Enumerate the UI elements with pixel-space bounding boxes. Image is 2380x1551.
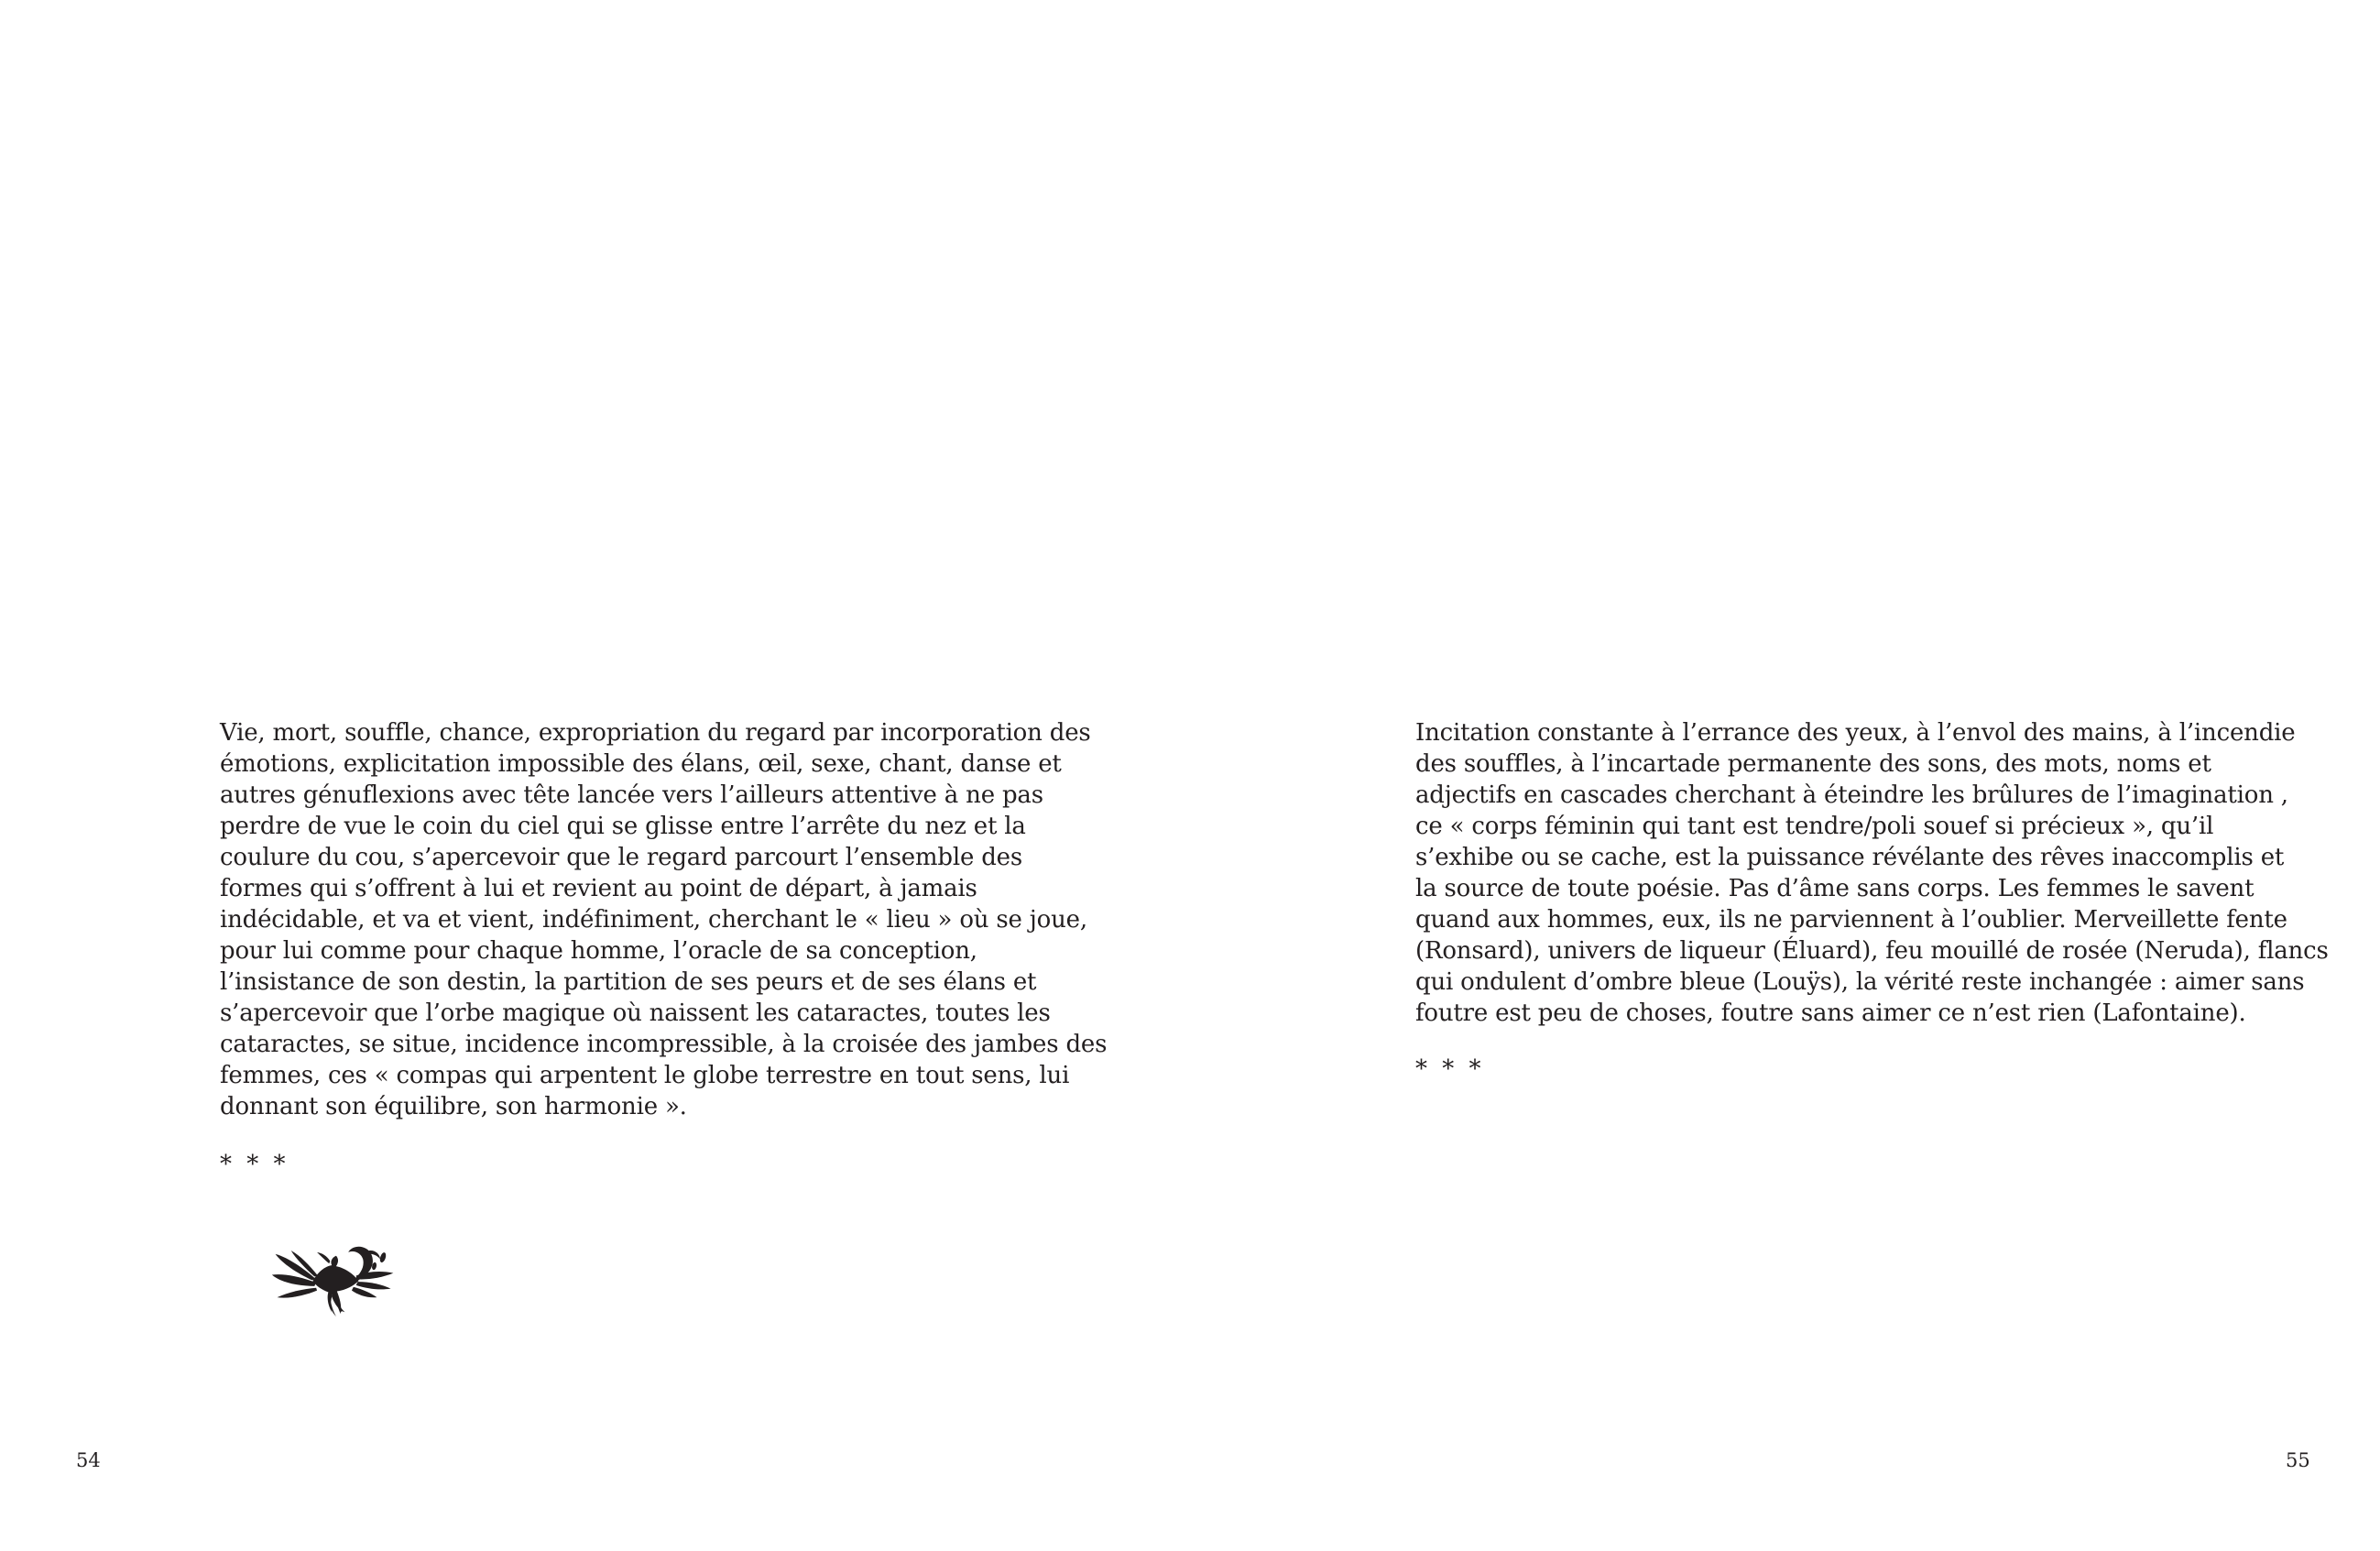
asterisk-separator: * * * <box>1415 1055 1485 1083</box>
left-paragraph <box>220 717 1107 1122</box>
text-line: adjectifs en cascades cherchant à éteindre les brûlures de l’imagination , <box>1415 781 2288 809</box>
text-line: qui ondulent d’ombre bleue (Louÿs), la vérité reste inchangée : aimer sans <box>1415 968 2305 996</box>
text-line: la source de toute poésie. Pas d’âme sans corps. Les femmes le savent <box>1415 875 2254 902</box>
text-line: perdre de vue le coin du ciel qui se glisse entre l’arrête du nez et la <box>220 813 1026 840</box>
text-line: cataractes, se situe, incidence incompressible, à la croisée des jambes des <box>220 1031 1108 1058</box>
text-line: Vie, mort, souffle, chance, expropriation du regard par incorporation des <box>220 719 1091 747</box>
page-55 <box>1190 0 2380 1551</box>
text-line: s’exhibe ou se cache, est la puissance révélante des rêves inaccomplis et <box>1415 844 2285 871</box>
asterisk-separator: * * * <box>220 1151 289 1178</box>
text-line: des souffles, à l’incartade permanente des sons, des mots, noms et <box>1415 750 2211 778</box>
text-line: émotions, explicitation impossible des élans, œil, sexe, chant, danse et <box>220 750 1062 778</box>
text-line: coulure du cou, s’apercevoir que le regard parcourt l’ensemble des <box>220 844 1022 871</box>
text-line: l’insistance de son destin, la partition de ses peurs et de ses élans et <box>220 968 1037 996</box>
text-line: indécidable, et va et vient, indéfiniment, cherchant le « lieu » où se joue, <box>220 906 1087 934</box>
text-line: foutre est peu de choses, foutre sans aimer ce n’est rien (Lafontaine). <box>1415 999 2246 1027</box>
page-number-right: 55 <box>2286 1449 2310 1471</box>
text-line: formes qui s’offrent à lui et revient au point de départ, à jamais <box>220 875 977 902</box>
text-line: (Ronsard), univers de liqueur (Éluard), feu mouillé de rosée (Neruda), flancs <box>1415 937 2329 965</box>
text-line: quand aux hommes, eux, ils ne parviennent à l’oublier. Merveillette fente <box>1415 906 2287 934</box>
text-line: pour lui comme pour chaque homme, l’oracle de sa conception, <box>220 937 977 965</box>
text-line: Incitation constante à l’errance des yeux, à l’envol des mains, à l’incendie <box>1415 719 2296 747</box>
ink-splash-bird-icon <box>269 1244 399 1323</box>
text-line: s’apercevoir que l’orbe magique où naissent les cataractes, toutes les <box>220 999 1051 1027</box>
text-line: ce « corps féminin qui tant est tendre/poli souef si précieux », qu’il <box>1415 813 2214 840</box>
text-line: femmes, ces « compas qui arpentent le globe terrestre en tout sens, lui <box>220 1062 1070 1089</box>
text-line: donnant son équilibre, son harmonie ». <box>220 1093 687 1120</box>
text-line: autres génuflexions avec tête lancée vers l’ailleurs attentive à ne pas <box>220 781 1043 809</box>
page-number-left: 54 <box>76 1449 101 1471</box>
right-paragraph <box>1415 717 2329 1029</box>
